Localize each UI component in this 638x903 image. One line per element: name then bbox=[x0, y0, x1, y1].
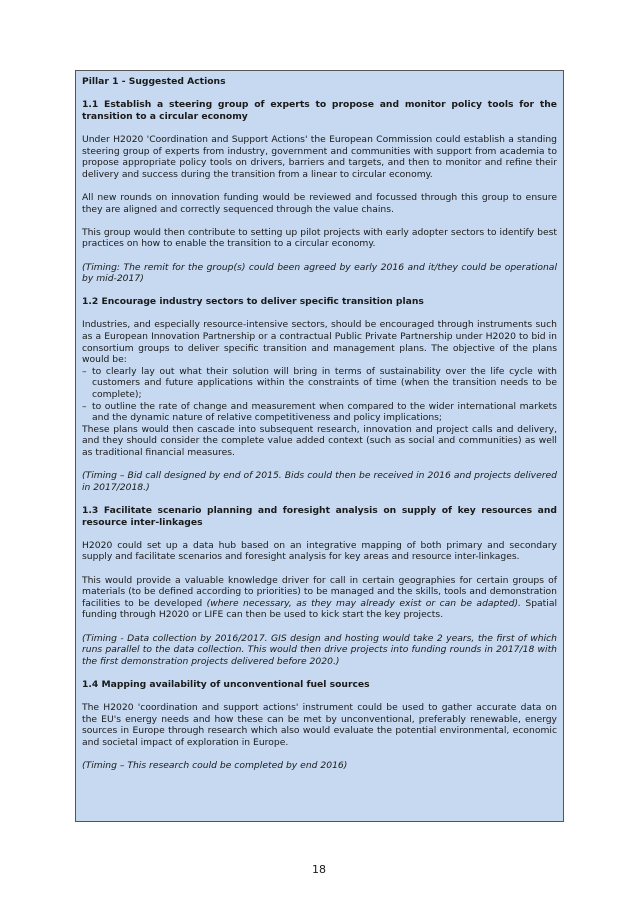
paragraph-text: This would provide a valuable knowledge driver for call in certain geographies for certain groups of materials (to be defined according to priorities) to be managed and the skills, tools and demonstration facilities to be developed bbox=[82, 574, 557, 609]
list-item bbox=[82, 401, 557, 424]
list-item bbox=[82, 366, 557, 401]
section-1-2-timing: (Timing – Bid call designed by end of 2015. Bids could then be received in 2016 and projects delivered in 2017/2018.) bbox=[82, 470, 557, 493]
page-number: 18 bbox=[312, 863, 326, 876]
section-1-3-paragraph-1: H2020 could set up a data hub based on an integrative mapping of both primary and secondary supply and facilitate scenarios and foresight analysis for key areas and resource inter-linkages. bbox=[82, 539, 557, 563]
section-1-3-heading: 1.3 Facilitate scenario planning and foresight analysis on supply of key resources and resource inter-linkages bbox=[82, 504, 557, 528]
section-1-1-timing: (Timing: The remit for the group(s) could been agreed by early 2016 and it/they could be operational by mid-2017) bbox=[82, 261, 557, 285]
section-1-2-heading: 1.2 Encourage industry sectors to deliver specific transition plans bbox=[82, 296, 424, 308]
section-1-1-paragraph-3: This group would then contribute to setting up pilot projects with early adopter sectors to identify best practices on how to enable the transition to a circular economy. bbox=[82, 226, 557, 250]
section-1-2-intro: Industries, and especially resource-intensive sectors, should be encouraged through instruments such as a European Innovation Partnership or a contractual Public Private Partnership under H2020 to bid in consortium groups to deliver specific transition and management plans. The objective of the plans would be: bbox=[82, 319, 557, 366]
section-1-3-timing: (Timing - Data collection by 2016/2017. GIS design and hosting would take 2 years, the first of which runs parallel to the data collection. This would then drive projects into funding rounds in 2017/18 with the first demonstration projects delivered before 2020.) bbox=[82, 632, 557, 667]
paragraph-italic-text: (where necessary, as they may already exist or can be adapted). bbox=[206, 597, 521, 609]
section-1-4-heading: 1.4 Mapping availability of unconventional fuel sources bbox=[82, 678, 370, 690]
dash-bullet: – bbox=[82, 365, 87, 377]
section-1-2-outro: These plans would then cascade into subsequent research, innovation and project calls and delivery, and they should consider the complete value added context (such as social and communities) as well as traditional financial measures. bbox=[82, 423, 557, 458]
section-1-1-paragraph-2: All new rounds on innovation funding would be reviewed and focussed through this group to ensure they are aligned and correctly sequenced through the value chains. bbox=[82, 191, 557, 215]
section-1-1-paragraph-1: Under H2020 'Coordination and Support Actions' the European Commission could establish a standing steering group of experts from industry, government and communities with support from academia to propose appropriate policy tools on drivers, barriers and targets, and then to monitor and refine their delivery and success during the transition from a linear to circular economy. bbox=[82, 133, 557, 180]
pillar-box bbox=[75, 70, 564, 822]
section-1-3-paragraph-2 bbox=[82, 575, 557, 621]
section-1-1-heading: 1.1 Establish a steering group of experts to propose and monitor policy tools for the transition to a circular economy bbox=[82, 99, 557, 122]
list-item-text: to clearly lay out what their solution will bring in terms of sustainability over the life cycle with customers and future applications within the constraints of time (when the transition needs to be complete); bbox=[92, 365, 557, 401]
pillar-title: Pillar 1 - Suggested Actions bbox=[82, 76, 226, 87]
list-item-text: to outline the rate of change and measurement when compared to the wider international markets and the dynamic nature of relative competitiveness and policy implications; bbox=[92, 400, 557, 424]
section-1-4-paragraph-1: The H2020 'coordination and support actions' instrument could be used to gather accurate data on the EU's energy needs and how these can be met by unconventional, preferably renewable, energy sources in Europe through research which also would evaluate the potential environmental, economic and societal impact of exploration in Europe. bbox=[82, 702, 557, 748]
section-1-4-timing: (Timing – This research could be completed by end 2016) bbox=[82, 760, 348, 772]
dash-bullet: – bbox=[82, 400, 87, 412]
paragraph-text: Spatial funding through H2020 or LIFE can then be used to kick start the key projects. bbox=[82, 597, 557, 621]
